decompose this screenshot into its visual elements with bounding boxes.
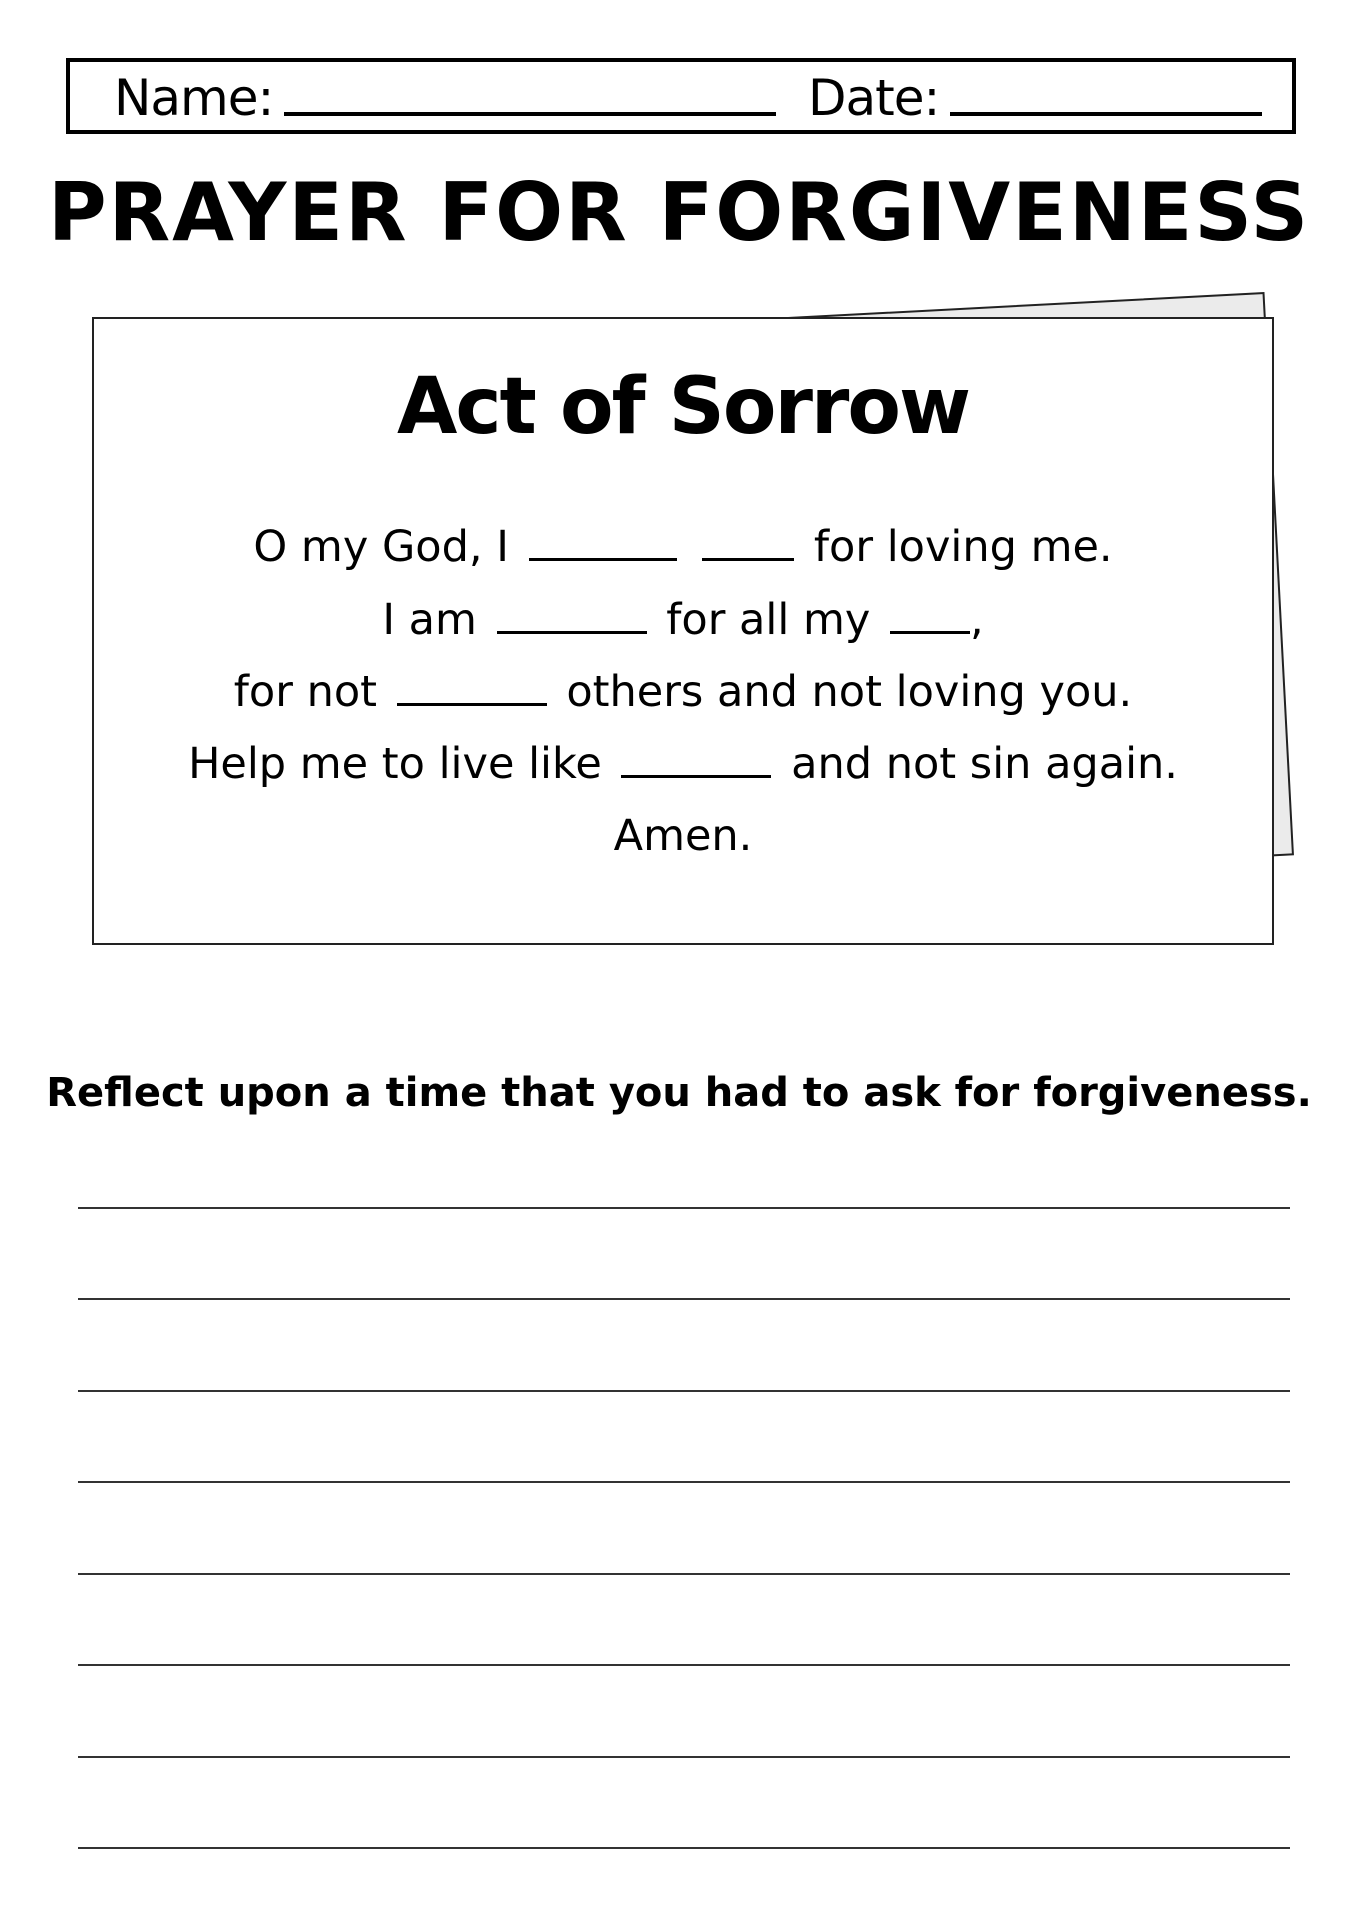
prayer-text: Help me to live like: [188, 739, 602, 789]
fill-blank[interactable]: [702, 558, 794, 561]
fill-blank[interactable]: [890, 631, 970, 634]
writing-line[interactable]: [78, 1390, 1290, 1392]
prayer-line-2: [94, 592, 1272, 648]
prayer-card: [92, 317, 1274, 945]
prayer-text: Amen.: [613, 811, 753, 861]
name-label: Name:: [114, 69, 274, 127]
prayer-line-5: [94, 808, 1272, 864]
name-field-line[interactable]: [284, 112, 776, 116]
fill-blank[interactable]: [397, 703, 547, 706]
prayer-text: ,: [969, 595, 984, 645]
writing-line[interactable]: [78, 1573, 1290, 1575]
prayer-line-4: [94, 736, 1272, 792]
prayer-line-1: [94, 519, 1272, 575]
worksheet-title: PRAYER FOR FORGIVENESS: [47, 166, 1311, 259]
date-field-line[interactable]: [950, 112, 1262, 116]
card-title: Act of Sorrow: [396, 362, 970, 452]
prayer-text: and not sin again.: [791, 739, 1178, 789]
fill-blank[interactable]: [497, 631, 647, 634]
date-label: Date:: [808, 69, 940, 127]
prayer-text: I am: [382, 595, 477, 645]
name-date-box: [66, 58, 1296, 134]
fill-blank[interactable]: [529, 558, 677, 561]
writing-line[interactable]: [78, 1207, 1290, 1209]
reflect-prompt: Reflect upon a time that you had to ask for forgiveness.: [46, 1070, 1312, 1116]
fill-blank[interactable]: [621, 775, 771, 778]
prayer-text: for not: [233, 667, 378, 717]
prayer-text: others and not loving you.: [566, 667, 1133, 717]
prayer-text: for loving me.: [813, 522, 1113, 572]
writing-line[interactable]: [78, 1847, 1290, 1849]
prayer-text: for all my: [666, 595, 871, 645]
writing-line[interactable]: [78, 1664, 1290, 1666]
writing-line[interactable]: [78, 1481, 1290, 1483]
prayer-line-3: [94, 664, 1272, 720]
writing-line[interactable]: [78, 1756, 1290, 1758]
writing-line[interactable]: [78, 1298, 1290, 1300]
prayer-text: O my God, I: [253, 522, 509, 572]
